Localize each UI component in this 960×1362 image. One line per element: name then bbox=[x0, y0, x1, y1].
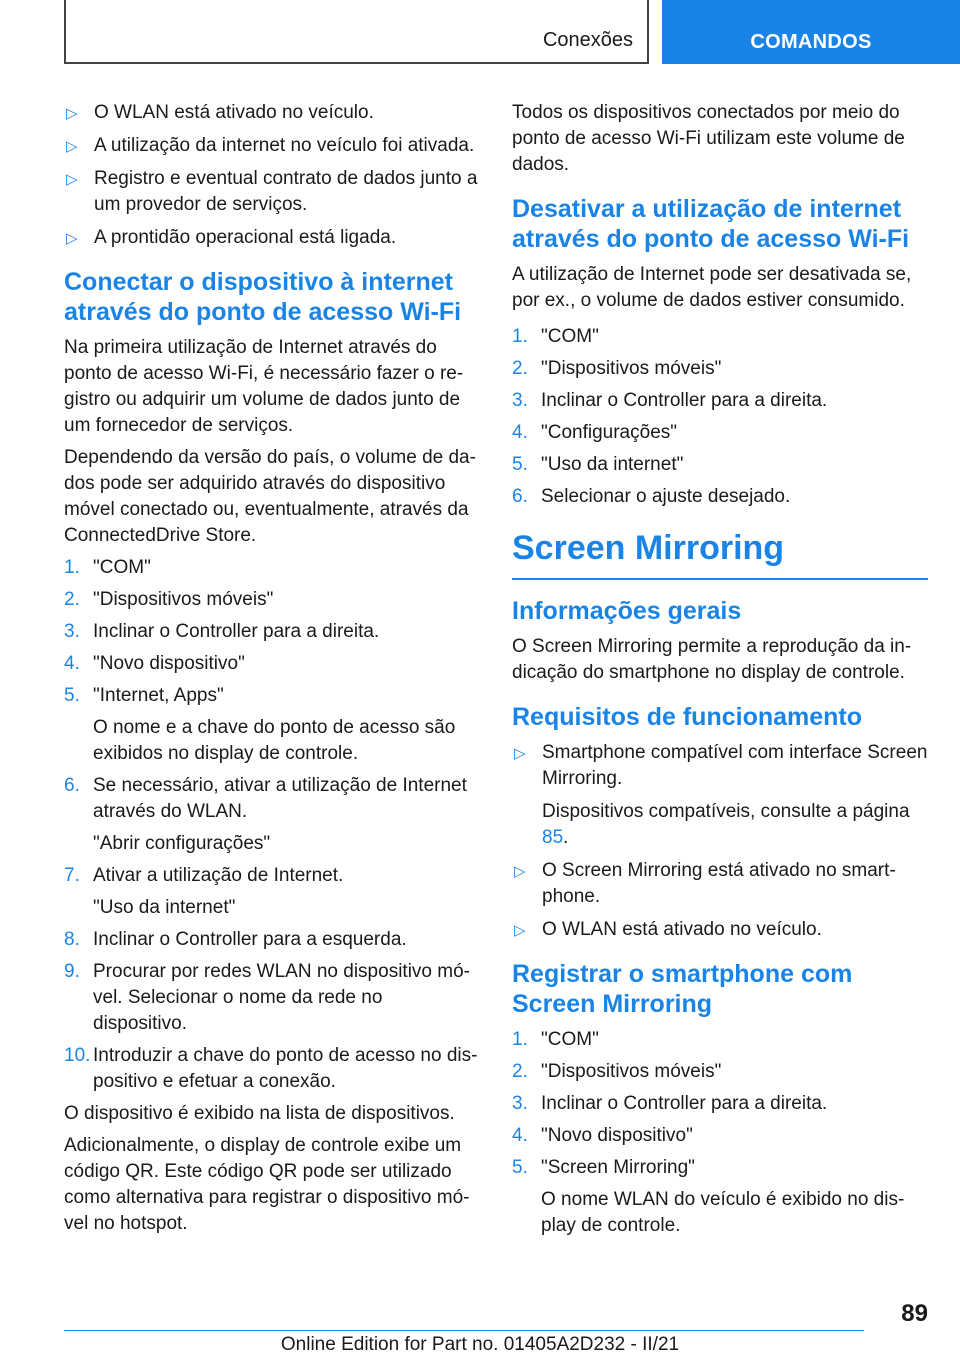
list-item: 2. "Dispositivos móveis" bbox=[64, 589, 274, 610]
list-item: 6. Se necessário, ativar a utilização de Internet através do WLAN. "Abrir configurações" bbox=[64, 775, 467, 854]
list-item: ▷ Smartphone compatível com interface Screen Mirroring. Dispositivos compatíveis, consulte a página 85. bbox=[514, 742, 928, 848]
list-item: 5. "Internet, Apps" O nome e a chave do ponto de acesso são exibidos no display de controle. bbox=[64, 685, 456, 764]
section-title-general: Informações gerais bbox=[512, 597, 742, 625]
paragraph: Adicionalmente, o display de controle exibe um código QR. Este código QR pode ser utilizado como alternativa para registrar o dispositivo mó-vel no hotspot. bbox=[64, 1135, 470, 1234]
list-item: ▷ O Screen Mirroring está ativado no smart-phone. bbox=[514, 860, 896, 907]
list-item: 3. Inclinar o Controller para a direita. bbox=[512, 390, 828, 411]
header-chapter-label: COMANDOS bbox=[750, 31, 872, 53]
list-item: 2. "Dispositivos móveis" bbox=[512, 358, 722, 379]
triangle-right-icon: ▷ bbox=[514, 745, 526, 762]
list-item: 1. "COM" bbox=[512, 1029, 599, 1050]
list-item: 1. "COM" bbox=[64, 557, 151, 578]
triangle-right-icon: ▷ bbox=[66, 171, 78, 188]
triangle-right-icon: ▷ bbox=[66, 105, 78, 122]
list-item: 10. Introduzir a chave do ponto de acesso no dis-positivo e efetuar a conexão. bbox=[64, 1045, 478, 1092]
list-item: 7. Ativar a utilização de Internet. "Uso da internet" bbox=[64, 865, 344, 918]
section-title-connect: Conectar o dispositivo à internet através do ponto de acesso Wi-Fi bbox=[64, 268, 462, 326]
list-item: 2. "Dispositivos móveis" bbox=[512, 1061, 722, 1082]
right-column bbox=[512, 100, 928, 1245]
section-title-deactivate: Desativar a utilização de internet através do ponto de acesso Wi-Fi bbox=[512, 195, 910, 253]
page-number: 89 bbox=[901, 1300, 928, 1327]
header-section-label: Conexões bbox=[542, 29, 633, 51]
requirements-list bbox=[512, 740, 928, 943]
list-item: 1. "COM" bbox=[512, 326, 599, 347]
triangle-right-icon: ▷ bbox=[514, 922, 526, 939]
page-reference-link[interactable]: 85 bbox=[542, 827, 564, 848]
list-item: 8. Inclinar o Controller para a esquerda. bbox=[64, 929, 407, 950]
list-item: ▷ A utilização da internet no veículo foi ativada. bbox=[64, 133, 480, 159]
list-item: 4. "Novo dispositivo" bbox=[512, 1125, 693, 1146]
header-chapter-tab bbox=[662, 0, 960, 64]
triangle-right-icon: ▷ bbox=[514, 863, 526, 880]
left-column bbox=[64, 100, 480, 1243]
list-item: 4. "Configurações" bbox=[512, 422, 678, 443]
paragraph: O dispositivo é exibido na lista de dispositivos. bbox=[64, 1103, 455, 1124]
list-item: ▷ Registro e eventual contrato de dados junto a um provedor de serviços. bbox=[66, 168, 478, 215]
list-item: 6. Selecionar o ajuste desejado. bbox=[512, 486, 791, 507]
list-item: 4. "Novo dispositivo" bbox=[64, 653, 245, 674]
triangle-right-icon: ▷ bbox=[66, 138, 78, 155]
list-item: 5. "Uso da internet" bbox=[512, 454, 684, 475]
paragraph: A utilização de Internet pode ser desativada se, por ex., o volume de dados estiver consumido. bbox=[512, 264, 912, 311]
deactivate-steps-list bbox=[512, 324, 928, 510]
list-item: ▷ O WLAN está ativado no veículo. bbox=[64, 100, 480, 126]
list-item: 3. Inclinar o Controller para a direita. bbox=[512, 1093, 828, 1114]
section-title-requirements: Requisitos de funcionamento bbox=[512, 703, 863, 731]
paragraph: Todos os dispositivos conectados por meio do ponto de acesso Wi-Fi utilizam este volume de dados. bbox=[512, 102, 905, 175]
triangle-right-icon: ▷ bbox=[66, 230, 78, 247]
prerequisites-list bbox=[64, 100, 480, 251]
list-item: ▷ A prontidão operacional está ligada. bbox=[64, 225, 480, 251]
register-steps-list bbox=[512, 1027, 928, 1239]
list-item: 9. Procurar por redes WLAN no dispositivo mó-vel. Selecionar o nome da rede no dispositivo. bbox=[64, 961, 470, 1034]
connect-steps-list bbox=[64, 555, 480, 1095]
header-section-tab bbox=[64, 0, 649, 64]
list-item: 5. "Screen Mirroring" O nome WLAN do veículo é exibido no dis-play de controle. bbox=[512, 1157, 905, 1236]
paragraph: Na primeira utilização de Internet através do ponto de acesso Wi-Fi, é necessário fazer o re-gistro ou adquirir um volume de dados junto de um fornecedor de serviços. bbox=[64, 337, 464, 436]
section-title-register: Registrar o smartphone com Screen Mirroring bbox=[512, 960, 853, 1018]
footer-divider bbox=[64, 1330, 864, 1331]
paragraph: O Screen Mirroring permite a reprodução da in-dicação do smartphone no display de controle. bbox=[512, 636, 912, 683]
paragraph: Dependendo da versão do país, o volume de da-dos pode ser adquirido através do dispositivo móvel conectado ou, eventualmente, através da ConnectedDrive Store. bbox=[64, 447, 476, 546]
list-item: 3. Inclinar o Controller para a direita. bbox=[64, 621, 380, 642]
footer-edition: Online Edition for Part no. 01405A2D232 - II/21 bbox=[280, 1334, 680, 1355]
list-item: ▷ O WLAN está ativado no veículo. bbox=[512, 917, 928, 943]
chapter-title: Screen Mirroring bbox=[512, 528, 928, 580]
